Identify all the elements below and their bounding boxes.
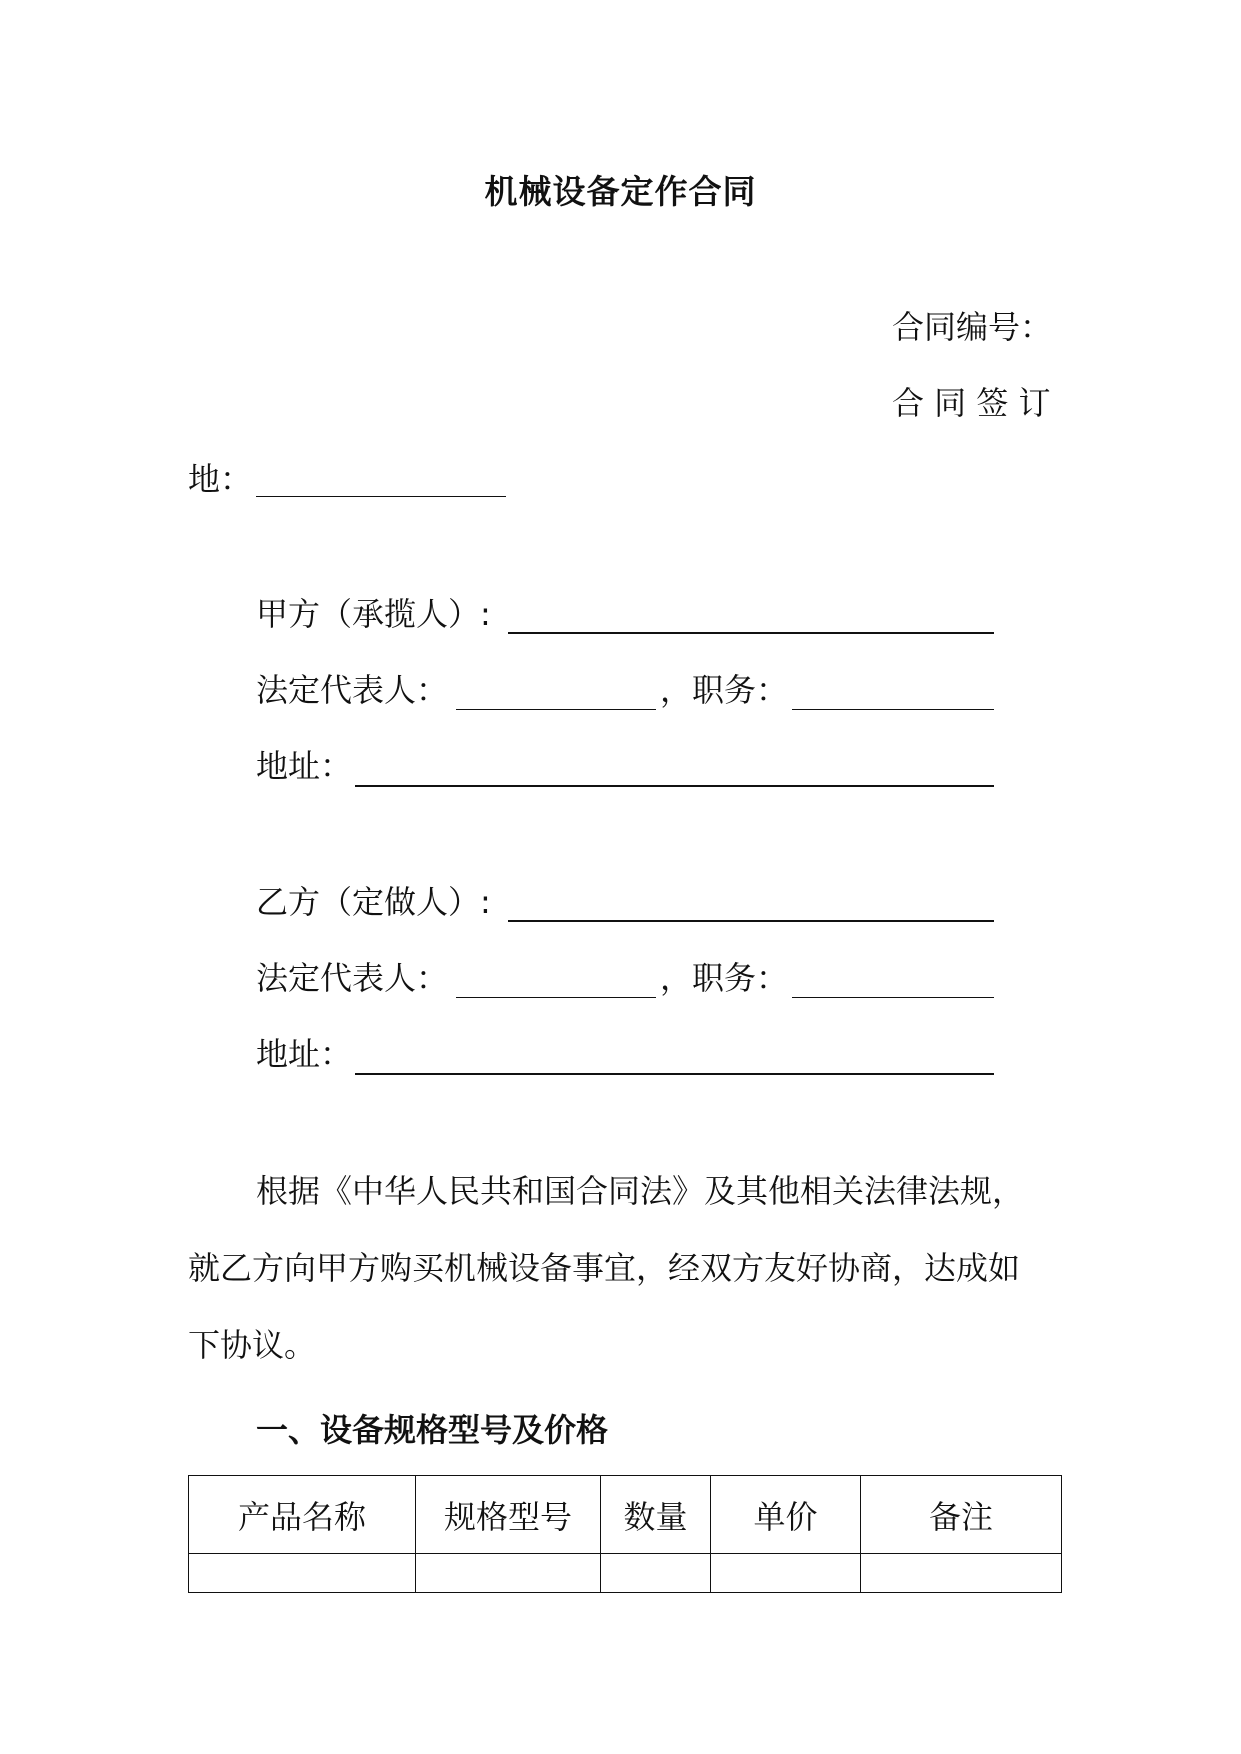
party-b-address-blank[interactable] — [355, 1073, 994, 1075]
party-b-rep-blank[interactable] — [456, 997, 656, 998]
section-1-heading: 一、设备规格型号及价格 — [256, 1411, 609, 1449]
document-title: 机械设备定作合同 — [484, 172, 757, 211]
sign-place-blank[interactable] — [256, 496, 506, 497]
spec-table-header-row — [189, 1476, 1062, 1554]
header-product-name: 产品名称 — [189, 1476, 416, 1554]
party-a-name-blank[interactable] — [508, 632, 994, 634]
party-b-label: 乙方（定做人）: — [256, 883, 491, 921]
cell-remarks[interactable] — [861, 1554, 1062, 1593]
party-a-position-label: ，职务： — [660, 671, 789, 709]
party-a-rep-blank[interactable] — [456, 709, 656, 710]
party-a-address-blank[interactable] — [355, 785, 994, 787]
preamble-line-1: 根据《中华人民共和国合同法》及其他相关法律法规， — [256, 1172, 1025, 1210]
party-a-address-label: 地址： — [256, 747, 353, 785]
sign-place-label: 合 同 签 订 — [892, 384, 1051, 422]
preamble-line-3: 下协议。 — [188, 1326, 317, 1364]
contract-number-label: 合同编号： — [892, 308, 1053, 346]
party-b-name-blank[interactable] — [508, 920, 994, 922]
party-b-rep-label: 法定代表人： — [256, 959, 449, 997]
header-unit-price: 单价 — [711, 1476, 861, 1554]
spec-table — [188, 1475, 1062, 1593]
party-a-rep-label: 法定代表人： — [256, 671, 449, 709]
party-a-position-blank[interactable] — [792, 709, 994, 710]
sign-place-label-cont: 地： — [188, 460, 253, 498]
header-quantity: 数量 — [601, 1476, 711, 1554]
cell-product-name[interactable] — [189, 1554, 416, 1593]
party-b-position-blank[interactable] — [792, 997, 994, 998]
table-row — [189, 1554, 1062, 1593]
cell-spec-model[interactable] — [416, 1554, 601, 1593]
header-spec-model: 规格型号 — [416, 1476, 601, 1554]
party-a-label: 甲方（承揽人）: — [256, 595, 491, 633]
party-b-position-label: ，职务： — [660, 959, 789, 997]
cell-unit-price[interactable] — [711, 1554, 861, 1593]
header-remarks: 备注 — [861, 1476, 1062, 1554]
preamble-line-2: 就乙方向甲方购买机械设备事宜，经双方友好协商，达成如 — [188, 1249, 1021, 1287]
cell-quantity[interactable] — [601, 1554, 711, 1593]
party-b-address-label: 地址： — [256, 1035, 353, 1073]
